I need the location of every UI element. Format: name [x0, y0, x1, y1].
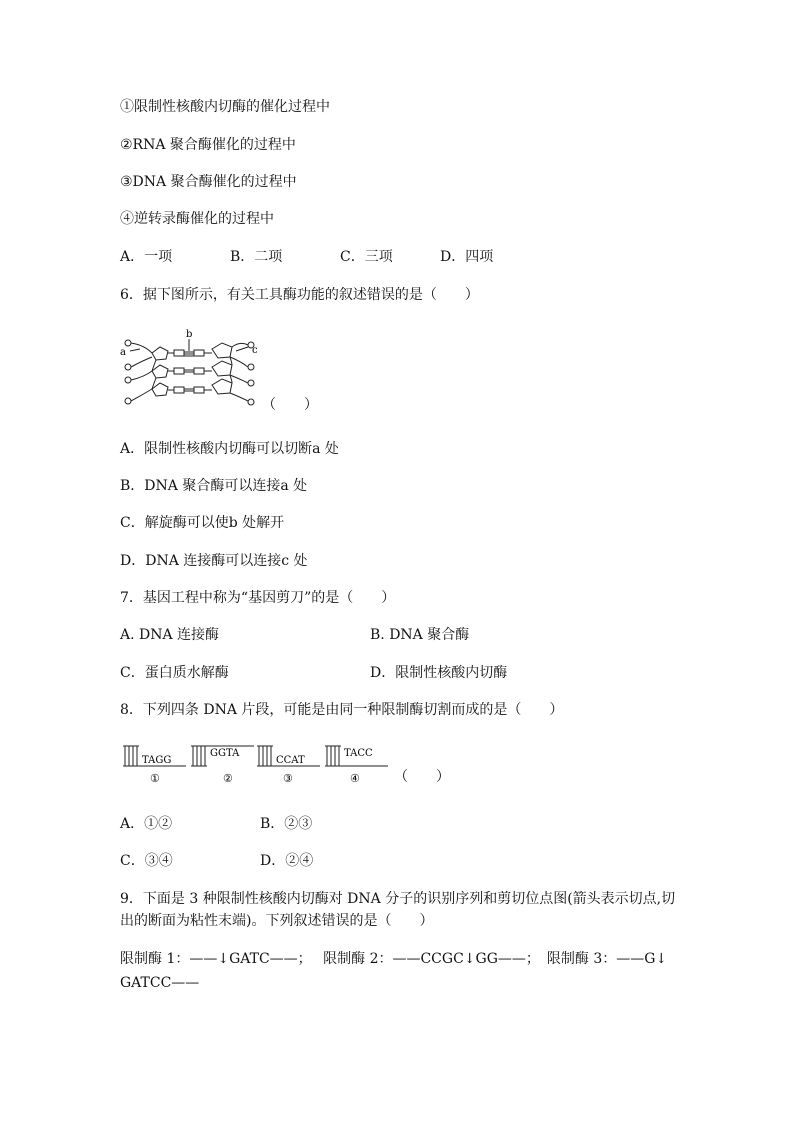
label-a: a [120, 347, 126, 358]
q5-option-c: C．三项 [340, 249, 393, 265]
q6-option-d: D．DNA 连接酶可以连接c 处 [120, 553, 308, 569]
intro-item-1: ①限制性核酸内切酶的催化过程中 [120, 99, 330, 115]
q7-option-d: D．限制性核酸内切酶 [370, 665, 508, 681]
q7-stem: 7．基因工程中称为“基因剪刀”的是（ ） [120, 590, 396, 606]
q8-figure-blank: （ ） [394, 769, 450, 785]
q8-option-c: C．③④ [120, 853, 173, 869]
fragment-2-num: ② [223, 772, 233, 785]
q7-option-c: C．蛋白质水解酶 [120, 665, 229, 681]
q8-fragments-figure [120, 742, 400, 788]
q5-option-d: D．四项 [440, 249, 494, 265]
intro-item-4: ④逆转录酶催化的过程中 [120, 211, 274, 227]
fragment-3-seq: CCAT [276, 755, 305, 766]
q7-option-b: B. DNA 聚合酶 [370, 627, 470, 643]
q6-option-b: B．DNA 聚合酶可以连接a 处 [120, 478, 308, 494]
q6-figure-blank: （ ） [262, 397, 318, 413]
q9-enzymes-line-2: GATCC—— [120, 975, 200, 991]
q5-option-b: B．二项 [230, 249, 283, 265]
fragment-3-num: ③ [283, 772, 293, 785]
intro-item-2: ②RNA 聚合酶催化的过程中 [120, 137, 296, 153]
q7-option-a: A. DNA 连接酶 [120, 627, 220, 643]
fragment-4-num: ④ [350, 772, 360, 785]
q8-option-a: A．①② [120, 816, 173, 832]
label-b: b [186, 329, 193, 340]
fragment-2-seq: GGTA [210, 748, 240, 759]
q8-option-b: B．②③ [260, 816, 313, 832]
q8-stem: 8．下列四条 DNA 片段，可能是由同一种限制酶切割而成的是（ ） [120, 702, 564, 718]
q6-stem: 6．据下图所示，有关工具酶功能的叙述错误的是（ ） [120, 287, 479, 303]
q6-option-c: C．解旋酶可以使b 处解开 [120, 515, 285, 531]
fragment-4-seq: TACC [344, 748, 373, 759]
fragment-1-seq: TAGG [142, 755, 172, 766]
fragment-1-num: ① [150, 772, 160, 785]
q9-enzymes-line-1: 限制酶 1：——↓GATC——； 限制酶 2：——CCGC↓GG——； 限制酶 3：——G↓ [120, 951, 668, 967]
label-c: c [252, 345, 258, 356]
intro-item-3: ③DNA 聚合酶催化的过程中 [120, 174, 297, 190]
q5-option-a: A．一项 [120, 249, 173, 265]
q9-stem: 9．下面是 3 种限制性核酸内切酶对 DNA 分子的识别序列和剪切位点图(箭头表示切点,切出的断面为粘性末端)。下列叙述错误的是（ ） [120, 891, 676, 929]
q8-option-d: D．②④ [260, 853, 314, 869]
q6-option-a: A．限制性核酸内切酶可以切断a 处 [120, 441, 339, 457]
